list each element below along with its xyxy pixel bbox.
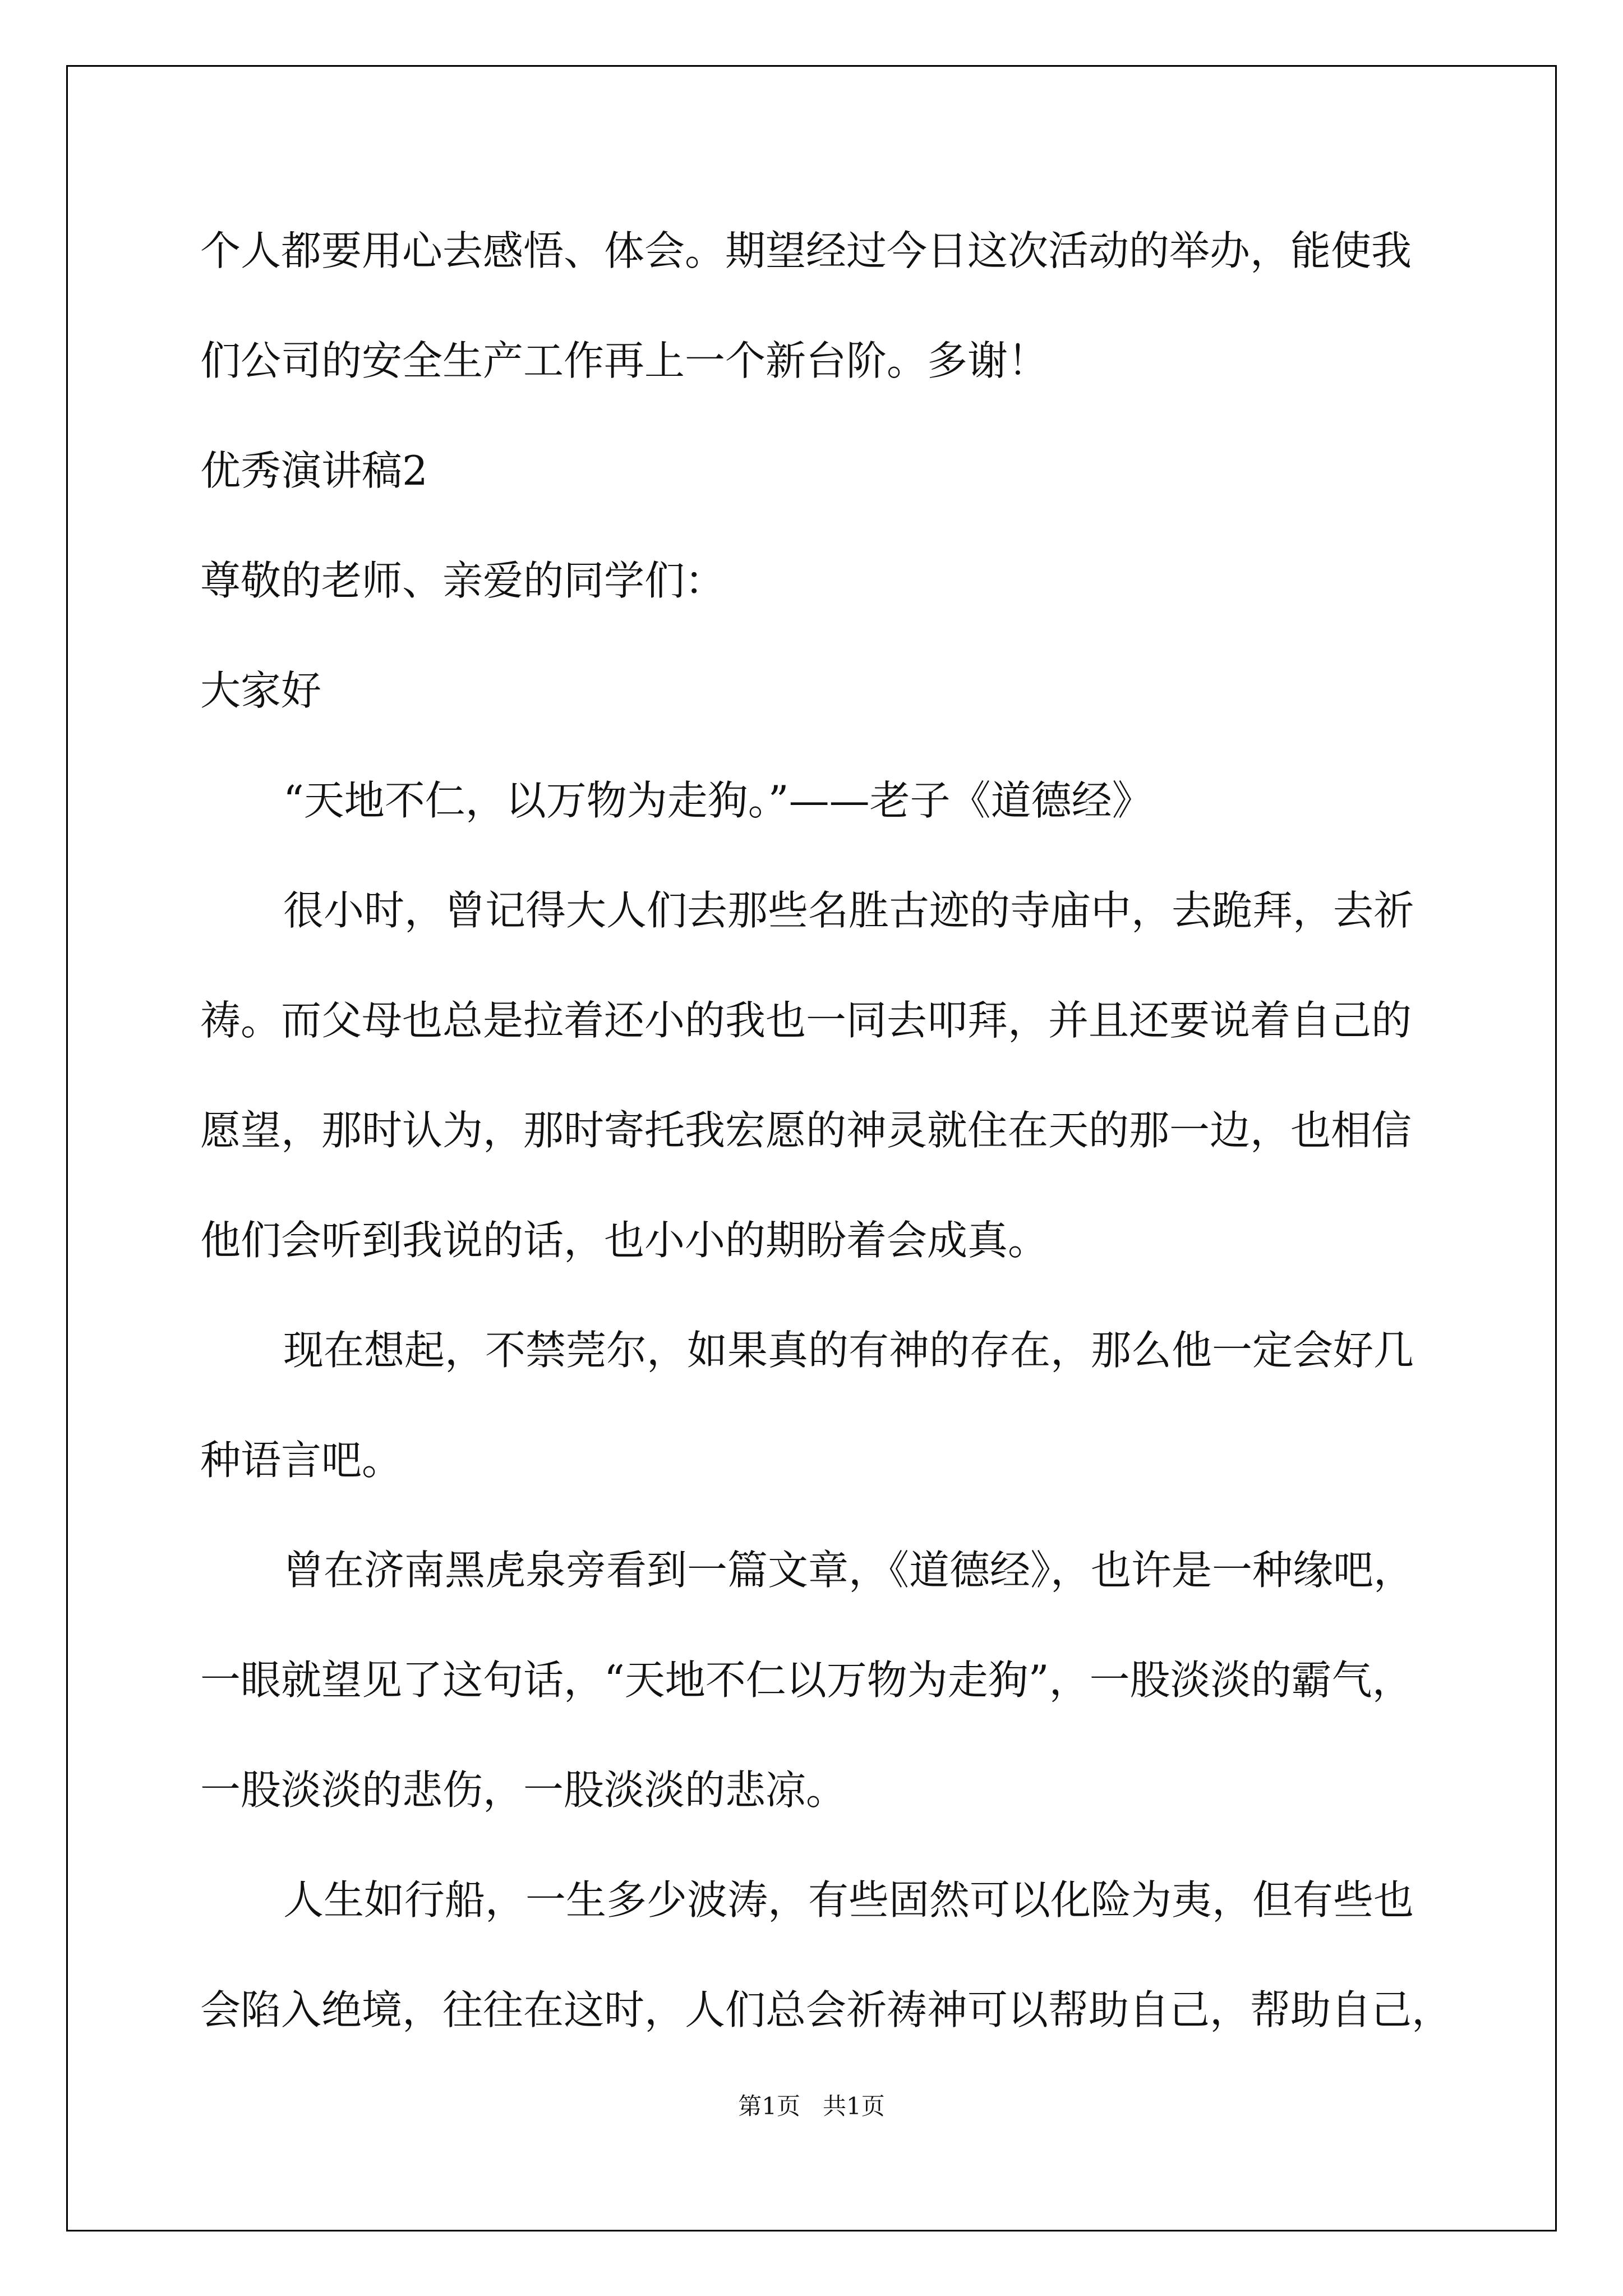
- text-line: 祷。而父母也总是拉着还小的我也一同去叩拜，并且还要说着自己的: [200, 997, 1412, 1044]
- page-footer: [0, 2088, 1623, 2122]
- text-line: 种语言吧。: [200, 1437, 403, 1484]
- text-line: 他们会听到我说的话，也小小的期盼着会成真。: [200, 1217, 1049, 1264]
- greeting: 大家好: [200, 667, 322, 714]
- salutation: 尊敬的老师、亲爱的同学们：: [200, 557, 726, 604]
- page-number-total: 共1页: [823, 2092, 885, 2120]
- paragraph-start: 曾在济南黑虎泉旁看到一篇文章，《道德经》，也许是一种缘吧，: [283, 1547, 1414, 1594]
- quote-line: “天地不仁，以万物为走狗。”——老子《道德经》: [283, 777, 1152, 824]
- text-line: 一眼就望见了这句话，“天地不仁以万物为走狗”，一股淡淡的霸气，: [200, 1657, 1413, 1704]
- text-line: 一股淡淡的悲伤，一股淡淡的悲凉。: [200, 1766, 847, 1814]
- text-line: 会陷入绝境，往往在这时，人们总会祈祷神可以帮助自己，帮助自己，: [200, 1986, 1453, 2033]
- section-heading: 优秀演讲稿2: [200, 447, 428, 494]
- page-number-current: 第1页: [738, 2092, 800, 2120]
- text-line: 们公司的安全生产工作再上一个新台阶。多谢！: [200, 337, 1049, 384]
- text-line: 个人都要用心去感悟、体会。期望经过今日这次活动的举办，能使我: [200, 227, 1412, 274]
- paragraph-start: 现在想起，不禁莞尔，如果真的有神的存在，那么他一定会好几: [283, 1327, 1414, 1374]
- paragraph-start: 很小时，曾记得大人们去那些名胜古迹的寺庙中，去跪拜，去祈: [283, 887, 1414, 934]
- text-line: 愿望，那时认为，那时寄托我宏愿的神灵就住在天的那一边，也相信: [200, 1107, 1412, 1154]
- paragraph-start: 人生如行船，一生多少波涛，有些固然可以化险为夷，但有些也: [283, 1876, 1414, 1924]
